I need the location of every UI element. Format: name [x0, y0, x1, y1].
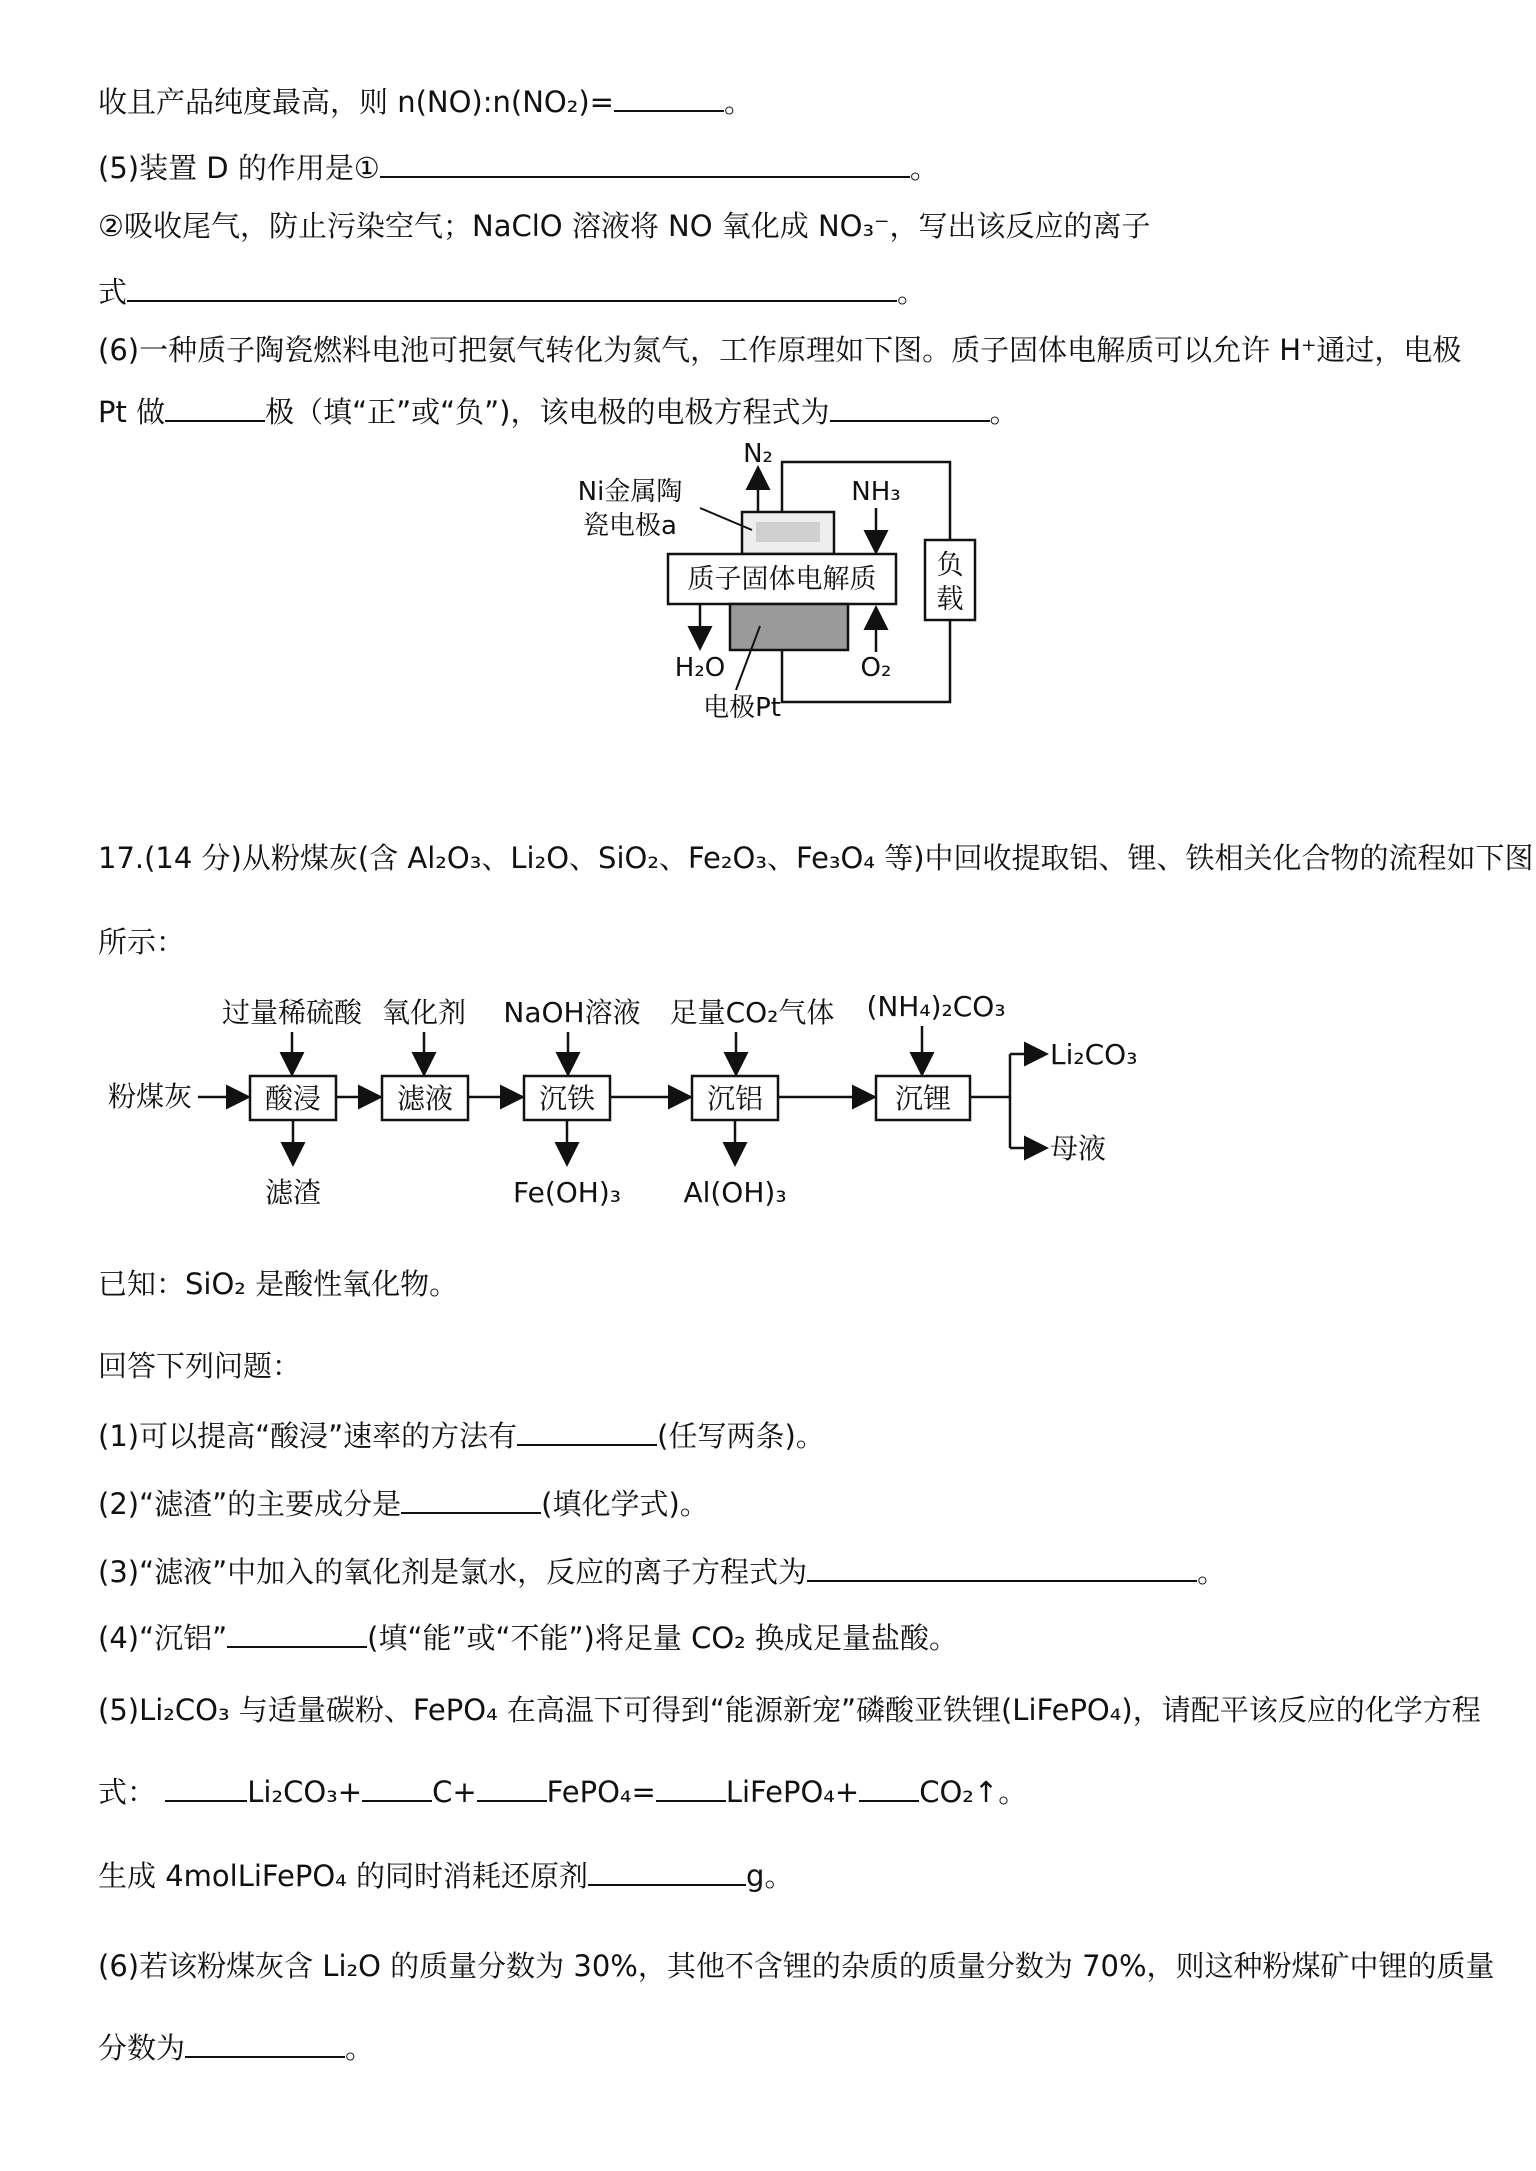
answer-blank-chlorine-equation[interactable] [807, 1554, 1197, 1582]
eq-term-c: C+ [432, 1775, 477, 1809]
answer-blank-reductant-mass[interactable] [588, 1858, 746, 1886]
q17-p6-text-b: 分数为 [98, 2031, 186, 2065]
q17-p3 [98, 1552, 1226, 1592]
answer-blank-can-or-cannot[interactable] [227, 1620, 367, 1648]
punct: 。 [989, 395, 1019, 429]
q17-known-text: 已知：SiO₂ 是酸性氧化物。 [98, 1267, 459, 1301]
q17-p5-mass [98, 1856, 793, 1896]
q17-p2-text: (2)“滤渣”的主要成分是 [98, 1487, 402, 1521]
byproduct-feoh3: Fe(OH)₃ [513, 1176, 621, 1209]
punct: 。 [723, 85, 753, 119]
q17-p5-text: (5)Li₂CO₃ 与适量碳粉、FePO₄ 在高温下可得到“能源新宠”磷酸亚铁锂(LiFePO₄)，请配平该反应的化学方程 [98, 1693, 1481, 1727]
h2o-label: H₂O [674, 653, 726, 683]
punct: 。 [897, 275, 927, 309]
answer-blank-leach-rate[interactable] [517, 1418, 657, 1446]
ni-label-1: Ni金属陶 [577, 477, 683, 507]
coef-blank-c[interactable] [362, 1774, 432, 1802]
eq-term-li2co3: Li₂CO₃+ [247, 1775, 363, 1809]
q17-p6-line1 [98, 1946, 1495, 1986]
output-mother-liquor: 母液 [1050, 1132, 1107, 1165]
box-acid-leach-label: 酸浸 [264, 1082, 322, 1115]
q17-p6-line2 [98, 2028, 374, 2068]
q17-p2-text-b: (填化学式)。 [541, 1487, 709, 1521]
start-fly-ash: 粉煤灰 [108, 1080, 193, 1113]
q17-p4 [98, 1618, 958, 1658]
punct: 。 [1197, 1555, 1227, 1589]
q17-p5-mass-text: 生成 4molLiFePO₄ 的同时消耗还原剂 [98, 1859, 589, 1893]
q17-p4-text-b: (填“能”或“不能”)将足量 CO₂ 换成足量盐酸。 [367, 1621, 959, 1655]
punct: 。 [345, 2031, 375, 2065]
byproduct-residue: 滤渣 [264, 1176, 322, 1209]
reagent-naoh: NaOH溶液 [503, 996, 641, 1029]
coef-blank-co2[interactable] [859, 1774, 919, 1802]
box-al-precip-label: 沉铝 [706, 1082, 764, 1115]
byproduct-aloh3: Al(OH)₃ [683, 1176, 787, 1209]
reagent-co2: 足量CO₂气体 [669, 996, 835, 1029]
q17-p1-text-b: (任写两条)。 [657, 1419, 825, 1453]
answer-blank-residue[interactable] [401, 1486, 541, 1514]
q16-p6-text-b: 极（填“正”或“负”)，该电极的电极方程式为 [265, 395, 830, 429]
load-label-2: 载 [936, 584, 964, 615]
q16-p5-text: (5)装置 D 的作用是① [98, 151, 380, 185]
coef-blank-fepo4[interactable] [477, 1774, 547, 1802]
q17-p4-text: (4)“沉铝” [98, 1621, 228, 1655]
q16-p6-text-a: Pt 做 [98, 395, 166, 429]
q16-p5b2-text: 式 [98, 275, 128, 309]
q17-p1-text: (1)可以提高“酸浸”速率的方法有 [98, 1419, 518, 1453]
answer-blank-li-mass-fraction[interactable] [185, 2030, 345, 2058]
q17-p5-line1 [98, 1690, 1481, 1730]
reagent-ammonium-carbonate: (NH₄)₂CO₃ [866, 990, 1006, 1023]
q16-p6-text: (6)一种质子陶瓷燃料电池可把氨气转化为氮气，工作原理如下图。质子固体电解质可以允许 H⁺通过，电极 [98, 333, 1462, 367]
box-iron-precip-label: 沉铁 [538, 1082, 596, 1115]
ni-label-2: 瓷电极a [583, 511, 677, 541]
eq-term-lifepo4: LiFePO₄+ [725, 1775, 860, 1809]
n2-label: N₂ [743, 439, 773, 469]
pt-label: 电极Pt [703, 693, 781, 723]
q17-answer-prompt-text: 回答下列问题： [98, 1349, 302, 1383]
load-label-1: 负 [936, 550, 964, 581]
q17-p2 [98, 1484, 709, 1524]
reagent-oxidant: 氧化剂 [381, 996, 467, 1029]
q17-p5-equation [98, 1772, 1027, 1812]
coef-blank-lifepo4[interactable] [656, 1774, 726, 1802]
box-li-precip-label: 沉锂 [894, 1082, 952, 1115]
q16-line-cont-text: 收且产品纯度最高，则 n(NO):n(NO₂)= [98, 85, 614, 119]
reagent-sulfuric-acid: 过量稀硫酸 [221, 996, 363, 1029]
q17-p1 [98, 1416, 825, 1456]
nh3-label: NH₃ [851, 477, 901, 507]
q17-p5-eq-label: 式： [98, 1775, 157, 1809]
eq-term-co2: CO₂↑。 [919, 1775, 1028, 1809]
q17-p5-mass-unit: g。 [746, 1859, 794, 1893]
q17-p6-text: (6)若该粉煤灰含 Li₂O 的质量分数为 30%，其他不含锂的杂质的质量分数为 70%，则这种粉煤矿中锂的质量 [98, 1949, 1495, 1983]
box-filtrate-label: 滤液 [396, 1082, 454, 1115]
q17-known [98, 1264, 458, 1304]
output-li2co3: Li₂CO₃ [1050, 1038, 1138, 1071]
q16-p5b-text: ②吸收尾气，防止污染空气；NaClO 溶液将 NO 氧化成 NO₃⁻，写出该反应的离子 [98, 209, 1151, 243]
q17-p3-text: (3)“滤液”中加入的氧化剂是氯水，反应的离子方程式为 [98, 1555, 808, 1589]
q17-intro-text: 17.(14 分)从粉煤灰(含 Al₂O₃、Li₂O、SiO₂、Fe₂O₃、Fe₃O₄ 等)中回收提取铝、锂、铁相关化合物的流程如下图 [98, 841, 1534, 875]
q17-intro-text-2: 所示： [98, 925, 186, 959]
o2-label: O₂ [860, 653, 892, 683]
punct: 。 [909, 151, 939, 185]
coef-blank-li2co3[interactable] [165, 1774, 247, 1802]
eq-term-fepo4: FePO₄= [546, 1775, 656, 1809]
electrolyte-label: 质子固体电解质 [687, 564, 877, 595]
q17-answer-prompt [98, 1346, 301, 1386]
